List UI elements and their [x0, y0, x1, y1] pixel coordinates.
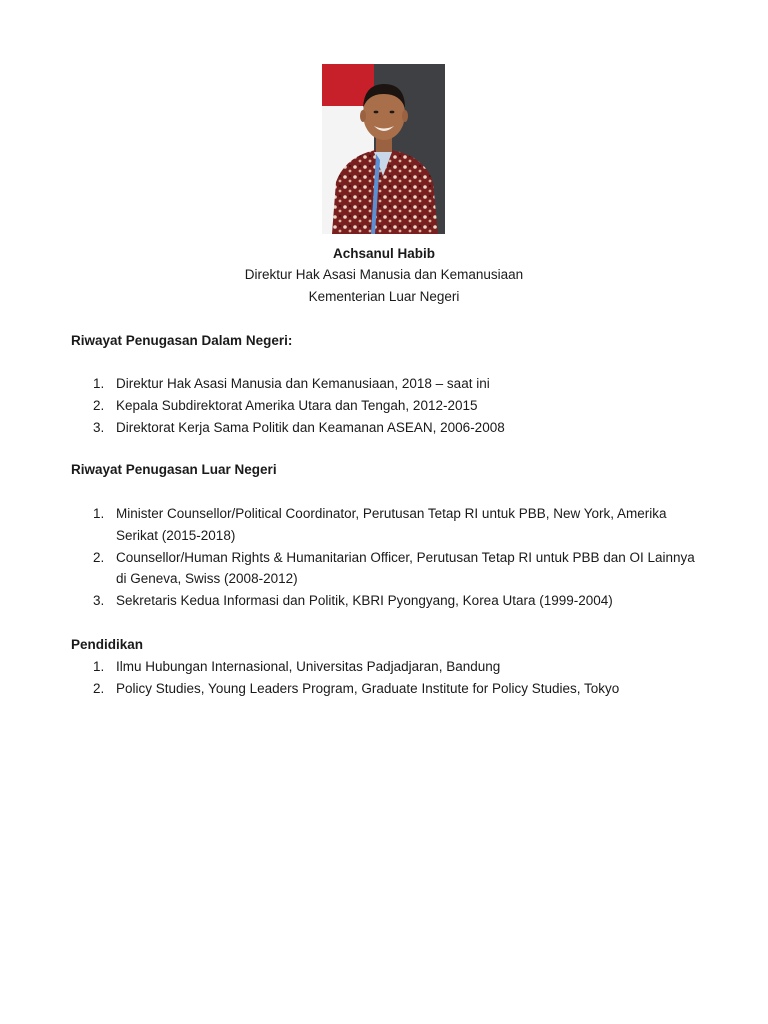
list-number: 1.: [93, 659, 105, 674]
portrait-photo: [322, 64, 445, 234]
education-heading: Pendidikan: [71, 637, 144, 652]
domestic-assignments-heading: Riwayat Penugasan Dalam Negeri:: [71, 333, 293, 348]
domestic-assignments-list: [71, 373, 701, 438]
list-item: [71, 373, 701, 395]
list-text: Sekretaris Kedua Informasi dan Politik, KBRI Pyongyang, Korea Utara (1999-2004): [116, 593, 613, 609]
list-number: 3.: [93, 419, 105, 435]
education-list: [71, 656, 701, 700]
list-number: 2.: [93, 397, 105, 413]
portrait-illustration: [322, 64, 445, 234]
list-number: 1.: [93, 506, 105, 521]
list-number: 1.: [93, 376, 105, 391]
list-number: 2.: [93, 549, 105, 565]
list-item: [71, 678, 701, 700]
list-text: Counsellor/Human Rights & Humanitarian Officer, Perutusan Tetap RI untuk PBB dan OI Lainnya di Geneva, Swiss (2008-2012): [116, 549, 695, 587]
list-text: Ilmu Hubungan Internasional, Universitas Padjadjaran, Bandung: [116, 659, 501, 674]
list-number: 2.: [93, 680, 105, 696]
list-number: 3.: [93, 593, 105, 609]
list-item: [71, 656, 701, 678]
abroad-assignments-heading: Riwayat Penugasan Luar Negeri: [71, 462, 277, 477]
person-name: Achsanul Habib: [332, 246, 435, 261]
list-text: Minister Counsellor/Political Coordinator, Perutusan Tetap RI untuk PBB, New York, Amerika Serikat (2015-2018): [116, 506, 667, 543]
list-text: Direktur Hak Asasi Manusia dan Kemanusiaan, 2018 – saat ini: [116, 376, 490, 391]
list-item: [71, 417, 701, 439]
organization-name: Kementerian Luar Negeri: [308, 289, 460, 304]
abroad-assignments-list: [71, 503, 701, 612]
list-text: Policy Studies, Young Leaders Program, Graduate Institute for Policy Studies, Tokyo: [116, 680, 620, 696]
list-item: [71, 395, 701, 417]
list-item: [71, 590, 701, 612]
list-text: Direktorat Kerja Sama Politik dan Keamanan ASEAN, 2006-2008: [116, 419, 505, 435]
list-text: Kepala Subdirektorat Amerika Utara dan Tengah, 2012-2015: [116, 397, 478, 413]
list-item: [71, 547, 701, 591]
person-title: Direktur Hak Asasi Manusia dan Kemanusiaan: [244, 267, 524, 282]
list-item: [71, 503, 701, 547]
